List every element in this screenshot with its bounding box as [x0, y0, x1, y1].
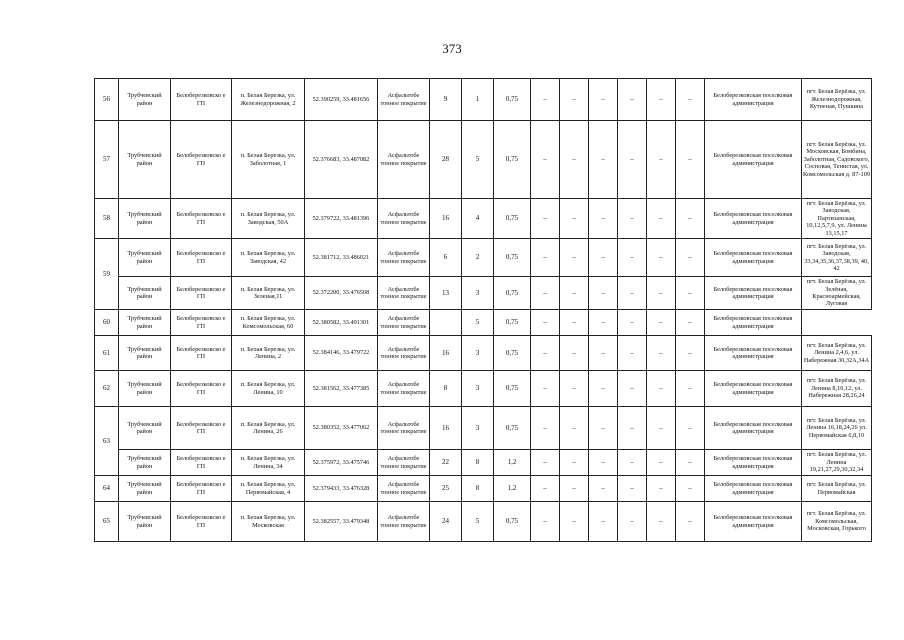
dash-cell: – — [589, 407, 618, 450]
dash-cell: – — [560, 121, 589, 199]
dash-cell: – — [531, 450, 560, 476]
area-cell: 8 — [430, 371, 462, 407]
coordinates-cell: 52.381712, 33.486021 — [305, 239, 378, 277]
dash-cell: – — [676, 371, 705, 407]
district-cell: Трубчевский район — [119, 79, 171, 121]
container-count-cell: 2 — [462, 239, 494, 277]
dash-cell: – — [560, 502, 589, 542]
served-area-cell: пгт. Белая Берёзка, ул. Ленина 2,4,6, ул. Набережная 30,32А,34А — [802, 336, 872, 371]
surface-cell: Асфальтобе тонное покрытие — [378, 310, 430, 336]
surface-cell: Асфальтобе тонное покрытие — [378, 277, 430, 310]
area-cell: 13 — [430, 277, 462, 310]
dash-cell: – — [531, 407, 560, 450]
volume-cell: 1,2 — [494, 476, 531, 502]
served-area-cell: пгт. Белая Берёзка, ул. Ленина 16,18,24,26 ул. Первомайская 6,8,10 — [802, 407, 872, 450]
table-row — [95, 121, 872, 199]
dash-cell: – — [676, 407, 705, 450]
dash-cell: – — [676, 336, 705, 371]
surface-cell: Асфальтобе тонное покрытие — [378, 199, 430, 239]
row-number: 65 — [95, 502, 119, 542]
settlement-cell: Белоберезковско е ГП — [171, 371, 232, 407]
coordinates-cell: 52.376683, 33.487082 — [305, 121, 378, 199]
district-cell: Трубчевский район — [119, 336, 171, 371]
coordinates-cell: 52.372200, 33.476508 — [305, 277, 378, 310]
row-number: 57 — [95, 121, 119, 199]
served-area-cell: пгт. Белая Берёзка, ул. Комсомольская, Московская, Горького — [802, 502, 872, 542]
address-cell: п. Белая Березка, ул. Железнодорожная, 2 — [232, 79, 305, 121]
coordinates-cell: 52.380352, 33.477062 — [305, 407, 378, 450]
container-count-cell: 3 — [462, 336, 494, 371]
dash-cell: – — [589, 79, 618, 121]
dash-cell: – — [531, 502, 560, 542]
table-row — [95, 336, 872, 371]
row-number: 61 — [95, 336, 119, 371]
coordinates-cell: 52.390259, 33.481656 — [305, 79, 378, 121]
table-body — [95, 79, 872, 542]
container-count-cell: 8 — [462, 476, 494, 502]
dash-cell: – — [618, 336, 647, 371]
dash-cell: – — [676, 199, 705, 239]
volume-cell: 0,75 — [494, 502, 531, 542]
dash-cell: – — [676, 310, 705, 336]
container-count-cell: 3 — [462, 407, 494, 450]
table-row — [95, 407, 872, 450]
admin-cell: Белоберезковская поселковая администрация — [705, 121, 802, 199]
dash-cell: – — [676, 277, 705, 310]
dash-cell: – — [589, 239, 618, 277]
settlement-cell: Белоберезковско е ГП — [171, 199, 232, 239]
area-cell: 9 — [430, 79, 462, 121]
table-row — [95, 199, 872, 239]
settlement-cell: Белоберезковско е ГП — [171, 476, 232, 502]
dash-cell: – — [618, 407, 647, 450]
dash-cell: – — [618, 310, 647, 336]
volume-cell: 0,75 — [494, 239, 531, 277]
dash-cell: – — [618, 277, 647, 310]
dash-cell: – — [560, 476, 589, 502]
dash-cell: – — [589, 450, 618, 476]
admin-cell: Белоберезковская поселковая администрация — [705, 277, 802, 310]
served-area-cell: пгт. Белая Берёзка, ул. Первомайская — [802, 476, 872, 502]
container-count-cell: 3 — [462, 371, 494, 407]
dash-cell: – — [647, 450, 676, 476]
dash-cell: – — [560, 199, 589, 239]
volume-cell: 0,75 — [494, 310, 531, 336]
area-cell: 6 — [430, 239, 462, 277]
table-row — [95, 450, 872, 476]
served-area-cell: пгт. Белая Берёзка, ул. Ленина 8,10,12, ул. Набережная 28,26,24 — [802, 371, 872, 407]
admin-cell: Белоберезковская поселковая администрация — [705, 239, 802, 277]
served-area-cell: пгт. Белая Берёзка, ул. Железнодорожная, Кутненая, Пушкина — [802, 79, 872, 121]
dash-cell: – — [531, 121, 560, 199]
area-cell: 16 — [430, 336, 462, 371]
settlement-cell: Белоберезковско е ГП — [171, 310, 232, 336]
dash-cell: – — [618, 502, 647, 542]
row-number: 60 — [95, 310, 119, 336]
served-area-cell: пгт. Белая Берёзка, ул. Заводская, 33,34,35,36,37,38,39, 40, 42 — [802, 239, 872, 277]
dash-cell: – — [676, 79, 705, 121]
admin-cell: Белоберезковская поселковая администрация — [705, 310, 802, 336]
dash-cell: – — [647, 407, 676, 450]
dash-cell: – — [618, 371, 647, 407]
dash-cell: – — [618, 121, 647, 199]
dash-cell: – — [676, 476, 705, 502]
table-row — [95, 79, 872, 121]
surface-cell: Асфальтобе тонное покрытие — [378, 502, 430, 542]
coordinates-cell: 52.384146, 33.479722 — [305, 336, 378, 371]
dash-cell: – — [589, 277, 618, 310]
container-count-cell: 1 — [462, 79, 494, 121]
dash-cell: – — [531, 310, 560, 336]
served-area-cell: пгт. Белая Берёзка, ул. Ленина 19,21,27,29,30,32,34 — [802, 450, 872, 476]
served-area-cell: пгт. Белая Берёзка, ул. Московская, Бомбина, Заболотная, Садовского, Сосновая, Тенистая, ул. Комсомольская д. 87-109 — [802, 121, 872, 199]
dash-cell: – — [560, 277, 589, 310]
address-cell: п. Белая Березка, ул. Первомайская, 4 — [232, 476, 305, 502]
coordinates-cell: 52.375972, 33.475746 — [305, 450, 378, 476]
district-cell: Трубчевский район — [119, 476, 171, 502]
served-area-cell: пгт. Белая Берёзка, ул. Заводская, Партизанская, 10,12,5,7,9, ул. Ленина 13,15,17 — [802, 199, 872, 239]
district-cell: Трубчевский район — [119, 450, 171, 476]
served-area-cell — [802, 310, 872, 336]
table-row — [95, 310, 872, 336]
area-cell: 28 — [430, 121, 462, 199]
district-cell: Трубчевский район — [119, 277, 171, 310]
container-count-cell: 3 — [462, 277, 494, 310]
row-number: 64 — [95, 476, 119, 502]
address-cell: п. Белая Березка, ул. Московская — [232, 502, 305, 542]
coordinates-cell: 52.381562, 33.477385 — [305, 371, 378, 407]
row-number: 56 — [95, 79, 119, 121]
area-cell: 16 — [430, 407, 462, 450]
dash-cell: – — [531, 199, 560, 239]
dash-cell: – — [676, 502, 705, 542]
container-count-cell: 5 — [462, 310, 494, 336]
admin-cell: Белоберезковская поселковая администрация — [705, 476, 802, 502]
dash-cell: – — [560, 450, 589, 476]
dash-cell: – — [647, 371, 676, 407]
admin-cell: Белоберезковская поселковая администрация — [705, 336, 802, 371]
settlement-cell: Белоберезковско е ГП — [171, 121, 232, 199]
surface-cell: Асфальтобе тонное покрытие — [378, 79, 430, 121]
dash-cell: – — [531, 476, 560, 502]
volume-cell: 0,75 — [494, 371, 531, 407]
district-cell: Трубчевский район — [119, 121, 171, 199]
container-count-cell: 5 — [462, 502, 494, 542]
address-cell: п. Белая Березка, ул. Заводская, 42 — [232, 239, 305, 277]
address-cell: п. Белая Березка, ул. Ленина, 2 — [232, 336, 305, 371]
dash-cell: – — [531, 336, 560, 371]
volume-cell: 0,75 — [494, 79, 531, 121]
area-cell — [430, 310, 462, 336]
address-cell: п. Белая Березка, ул. Заводская, 50А — [232, 199, 305, 239]
table-row — [95, 476, 872, 502]
dash-cell: – — [647, 239, 676, 277]
row-number: 63 — [95, 407, 119, 476]
dash-cell: – — [618, 450, 647, 476]
area-cell: 22 — [430, 450, 462, 476]
dash-cell: – — [589, 310, 618, 336]
admin-cell: Белоберезковская поселковая администрация — [705, 450, 802, 476]
dash-cell: – — [618, 199, 647, 239]
address-cell: п. Белая Березка, ул. Комсомольская, 60 — [232, 310, 305, 336]
area-cell: 24 — [430, 502, 462, 542]
settlement-cell: Белоберезковско е ГП — [171, 79, 232, 121]
dash-cell: – — [589, 336, 618, 371]
dash-cell: – — [647, 79, 676, 121]
volume-cell: 0,75 — [494, 121, 531, 199]
dash-cell: – — [589, 502, 618, 542]
dash-cell: – — [560, 371, 589, 407]
dash-cell: – — [589, 371, 618, 407]
settlement-cell: Белоберезковско е ГП — [171, 450, 232, 476]
surface-cell: Асфальтобе тонное покрытие — [378, 407, 430, 450]
dash-cell: – — [647, 277, 676, 310]
address-cell: п. Белая Березка, ул. Ленина, 26 — [232, 407, 305, 450]
coordinates-cell: 52.380582, 33.491301 — [305, 310, 378, 336]
dash-cell: – — [647, 199, 676, 239]
settlement-cell: Белоберезковско е ГП — [171, 407, 232, 450]
dash-cell: – — [676, 239, 705, 277]
address-cell: п. Белая Березка, ул. Зеленая,11 — [232, 277, 305, 310]
container-count-cell: 4 — [462, 199, 494, 239]
admin-cell: Белоберезковская поселковая администрация — [705, 79, 802, 121]
district-cell: Трубчевский район — [119, 407, 171, 450]
admin-cell: Белоберезковская поселковая администрация — [705, 407, 802, 450]
dash-cell: – — [560, 336, 589, 371]
settlement-cell: Белоберезковско е ГП — [171, 277, 232, 310]
district-cell: Трубчевский район — [119, 502, 171, 542]
volume-cell: 0,75 — [494, 199, 531, 239]
dash-cell: – — [647, 310, 676, 336]
dash-cell: – — [618, 79, 647, 121]
dash-cell: – — [647, 336, 676, 371]
admin-cell: Белоберезковская поселковая администрация — [705, 371, 802, 407]
dash-cell: – — [618, 239, 647, 277]
table-row — [95, 502, 872, 542]
dash-cell: – — [531, 239, 560, 277]
address-cell: п. Белая Березка, ул. Ленина, 10 — [232, 371, 305, 407]
surface-cell: Асфальтобе тонное покрытие — [378, 450, 430, 476]
table-row — [95, 239, 872, 277]
row-number: 59 — [95, 239, 119, 310]
dash-cell: – — [618, 476, 647, 502]
coordinates-cell: 52.382557, 33.479348 — [305, 502, 378, 542]
coordinates-cell: 52.379433, 33.476328 — [305, 476, 378, 502]
dash-cell: – — [676, 450, 705, 476]
address-cell: п. Белая Березка, ул. Заболотная, 1 — [232, 121, 305, 199]
table-row — [95, 371, 872, 407]
volume-cell: 0,75 — [494, 407, 531, 450]
coordinates-cell: 52.379722, 33.481396 — [305, 199, 378, 239]
area-cell: 16 — [430, 199, 462, 239]
admin-cell: Белоберезковская поселковая администрация — [705, 199, 802, 239]
area-cell: 25 — [430, 476, 462, 502]
surface-cell: Асфальтобе тонное покрытие — [378, 476, 430, 502]
surface-cell: Асфальтобе тонное покрытие — [378, 336, 430, 371]
surface-cell: Асфальтобе тонное покрытие — [378, 239, 430, 277]
served-area-cell: пгт. Белая Берёзка, ул. Зелёная, Красноармейская, Луговая — [802, 277, 872, 310]
dash-cell: – — [647, 476, 676, 502]
settlement-cell: Белоберезковско е ГП — [171, 239, 232, 277]
settlement-cell: Белоберезковско е ГП — [171, 502, 232, 542]
district-cell: Трубчевский район — [119, 239, 171, 277]
district-cell: Трубчевский район — [119, 199, 171, 239]
dash-cell: – — [531, 79, 560, 121]
container-count-cell: 8 — [462, 450, 494, 476]
dash-cell: – — [531, 277, 560, 310]
dash-cell: – — [560, 79, 589, 121]
surface-cell: Асфальтобе тонное покрытие — [378, 371, 430, 407]
row-number: 62 — [95, 371, 119, 407]
dash-cell: – — [531, 371, 560, 407]
surface-cell: Асфальтобе тонное покрытие — [378, 121, 430, 199]
district-cell: Трубчевский район — [119, 371, 171, 407]
volume-cell: 0,75 — [494, 336, 531, 371]
table-row — [95, 277, 872, 310]
dash-cell: – — [676, 121, 705, 199]
volume-cell: 0,75 — [494, 277, 531, 310]
volume-cell: 1,2 — [494, 450, 531, 476]
container-sites-table — [94, 78, 872, 542]
dash-cell: – — [647, 502, 676, 542]
dash-cell: – — [647, 121, 676, 199]
dash-cell: – — [560, 407, 589, 450]
container-count-cell: 5 — [462, 121, 494, 199]
dash-cell: – — [560, 239, 589, 277]
dash-cell: – — [560, 310, 589, 336]
dash-cell: – — [589, 199, 618, 239]
settlement-cell: Белоберезковско е ГП — [171, 336, 232, 371]
dash-cell: – — [589, 121, 618, 199]
district-cell: Трубчевский район — [119, 310, 171, 336]
admin-cell: Белоберезковская поселковая администрация — [705, 502, 802, 542]
row-number: 58 — [95, 199, 119, 239]
address-cell: п. Белая Березка, ул. Ленина, 34 — [232, 450, 305, 476]
page-number: 373 — [442, 41, 462, 56]
dash-cell: – — [589, 476, 618, 502]
